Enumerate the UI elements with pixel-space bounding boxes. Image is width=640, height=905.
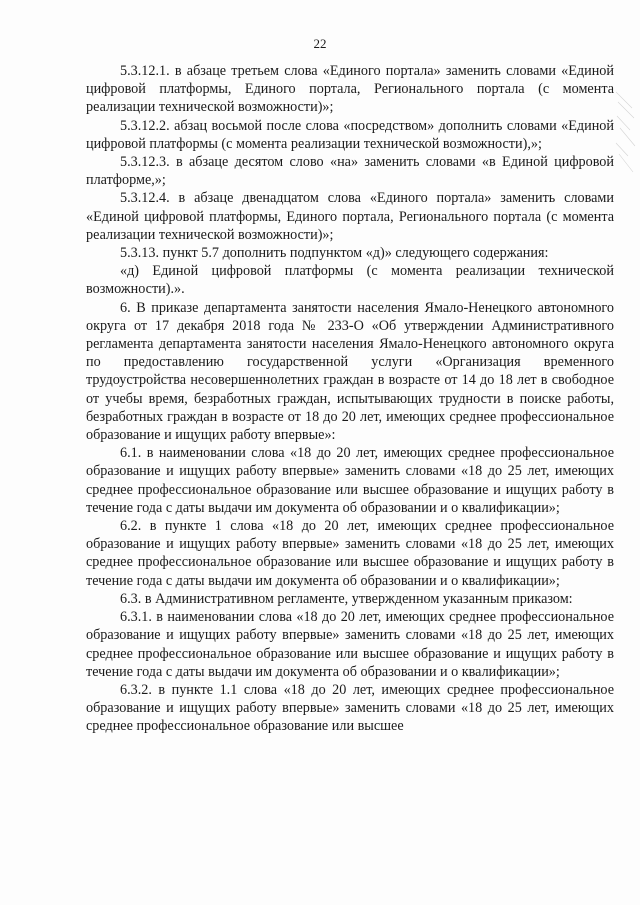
document-body: [86, 62, 614, 736]
paragraph-5-3-12-2: 5.3.12.2. абзац восьмой после слова «посредством» дополнить словами «Единой цифровой платформы (с момента реализации технической возможности),»;: [86, 117, 614, 152]
paragraph-6-1: 6.1. в наименовании слова «18 до 20 лет, имеющих среднее профессиональное образование и ищущих работу впервые» заменить словами «18 до 25 лет, имеющих среднее профессиональное образование или высшее образование и ищущих работу в течение года с даты выдачи им документа об образовании и о квалификации»;: [86, 445, 614, 516]
paragraph-6-3-1: 6.3.1. в наименовании слова «18 до 20 лет, имеющих среднее профессиональное образование и ищущих работу впервые» заменить словами «18 до 25 лет, имеющих среднее профессиональное образование или высшее образование и ищущих работу в течение года с даты выдачи им документа об образовании и о квалификации»;: [86, 609, 614, 680]
paragraph-5-3-13: 5.3.13. пункт 5.7 дополнить подпунктом «д)» следующего содержания:: [120, 245, 549, 262]
paragraph-6-3-2: 6.3.2. в пункте 1.1 слова «18 до 20 лет, имеющих среднее профессиональное образование и ищущих работу впервые» заменить словами «18 до 25 лет, имеющих среднее профессиональное образование или высшее: [86, 681, 614, 735]
paragraph-6-2: 6.2. в пункте 1 слова «18 до 20 лет, имеющих среднее профессиональное образование и ищущих работу впервые» заменить словами «18 до 25 лет, имеющих среднее профессиональное образование или высшее образование и ищущих работу в течение года с даты выдачи им документа об образовании и о квалификации»;: [86, 518, 614, 589]
page-number: 22: [313, 36, 327, 51]
scan-artifact-icon: [614, 88, 636, 178]
paragraph-5-3-12-1: 5.3.12.1. в абзаце третьем слова «Единого портала» заменить словами «Единой цифровой платформы, Единого портала, Регионального портала (с момента реализации технической возможности)»;: [86, 63, 614, 116]
paragraph-6: 6. В приказе департамента занятости населения Ямало-Ненецкого автономного округа от 17 декабря 2018 года № 233-О «Об утверждении Административного регламента департамента занятости населения Ямало-Ненецкого автономного округа по предоставлению государственной услуги «Организация временного трудоустройства несовершеннолетних граждан в возрасте от 14 до 18 лет в свободное от учебы время, безработных граждан, испытывающих трудности в поиске работы, безработных граждан в возрасте от 18 до 20 лет, имеющих среднее профессиональное образование и ищущих работу впервые»:: [86, 299, 614, 444]
paragraph-6-3: 6.3. в Административном регламенте, утвержденном указанным приказом:: [120, 590, 573, 607]
paragraph-5-3-12-4: 5.3.12.4. в абзаце двенадцатом слова «Единого портала» заменить словами «Единой цифровой платформы, Единого портала, Регионального портала (с момента реализации технической возможности)»;: [86, 190, 614, 243]
paragraph-subpoint-d: «д) Единой цифровой платформы (с момента реализации технической возможности).».: [86, 263, 614, 298]
paragraph-5-3-12-3: 5.3.12.3. в абзаце десятом слово «на» заменить словами «в Единой цифровой платформе,»;: [86, 154, 614, 189]
